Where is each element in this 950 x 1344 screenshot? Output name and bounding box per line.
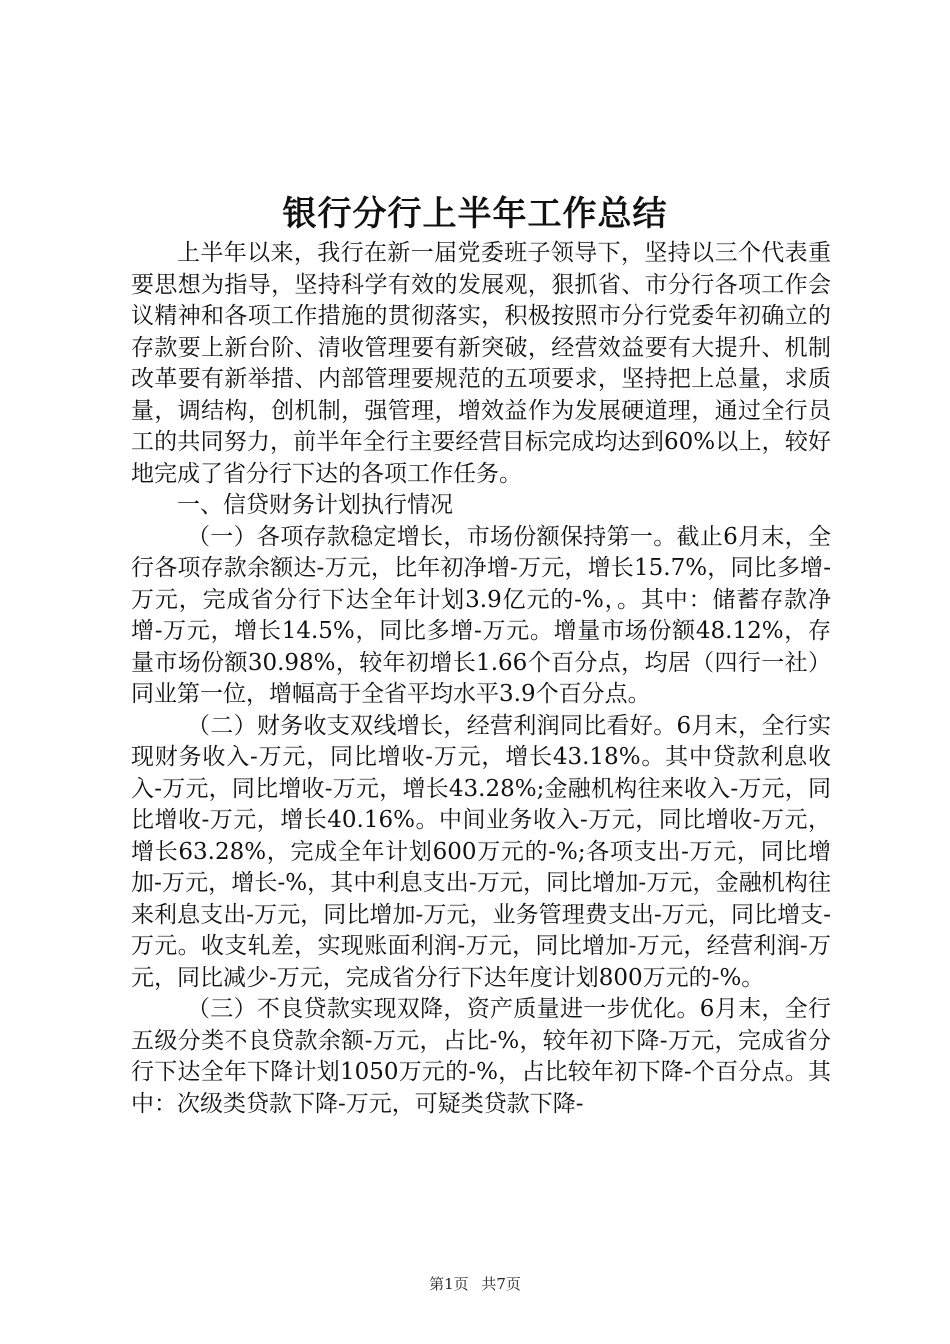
document-title: 银行分行上半年工作总结 (282, 194, 668, 234)
paragraph-loans: （三）不良贷款实现双降，资产质量进一步优化。6月末，全行五级分类不良贷款余额-万元，占比-%，较年初下降-万元，完成省分行下达全年下降计划1050万元的-%，占比较年初下降-个百分点。其中：次级类贷款下降-万元，可疑类贷款下降- (131, 996, 831, 1117)
page-total: 共7页 (481, 1275, 521, 1293)
paragraph-deposits: （一）各项存款稳定增长，市场份额保持第一。截止6月末，全行各项存款余额达-万元，比年初净增-万元，增长15.7%，同比多增-万元，完成省分行下达全年计划3.9亿元的-%，。其中：储蓄存款净增-万元，增长14.5%，同比多增-万元。增量市场份额48.12%，存量市场份额30.98%，较年初增长1.66个百分点，均居（四行一社）同业第一位，增幅高于全省平均水平3.9个百分点。 (131, 523, 831, 707)
page-number: 第1页 (429, 1275, 469, 1293)
page-footer (0, 1273, 950, 1294)
document-body (131, 238, 831, 1120)
paragraph-finance: （二）财务收支双线增长，经营利润同比看好。6月末，全行实现财务收入-万元，同比增收-万元，增长43.18%。其中贷款利息收入-万元，同比增收-万元，增长43.28%;金融机构往来收入-万元，同比增收-万元，增长40.16%。中间业务收入-万元，同比增收-万元，增长63.28%，完成全年计划600万元的-%;各项支出-万元，同比增加-万元，增长-%，其中利息支出-万元，同比增加-万元，金融机构往来利息支出-万元，同比增加-万元，业务管理费支出-万元，同比增支-万元。收支轧差，实现账面利润-万元，同比增加-万元，经营利润-万元，同比减少-万元，完成省分行下达年度计划800万元的-%。 (131, 712, 831, 991)
paragraph-intro: 上半年以来，我行在新一届党委班子领导下，坚持以三个代表重要思想为指导，坚持科学有效的发展观，狠抓省、市分行各项工作会议精神和各项工作措施的贯彻落实，积极按照市分行党委年初确立的存款要上新台阶、清收管理要有新突破，经营效益要有大提升、机制改革要有新举措、内部管理要规范的五项要求，坚持把上总量，求质量，调结构，创机制，强管理，增效益作为发展硬道理，通过全行员工的共同努力，前半年全行主要经营目标完成均达到60%以上，较好地完成了省分行下达的各项工作任务。 (131, 240, 831, 487)
section-heading: 一、信贷财务计划执行情况 (177, 492, 453, 518)
